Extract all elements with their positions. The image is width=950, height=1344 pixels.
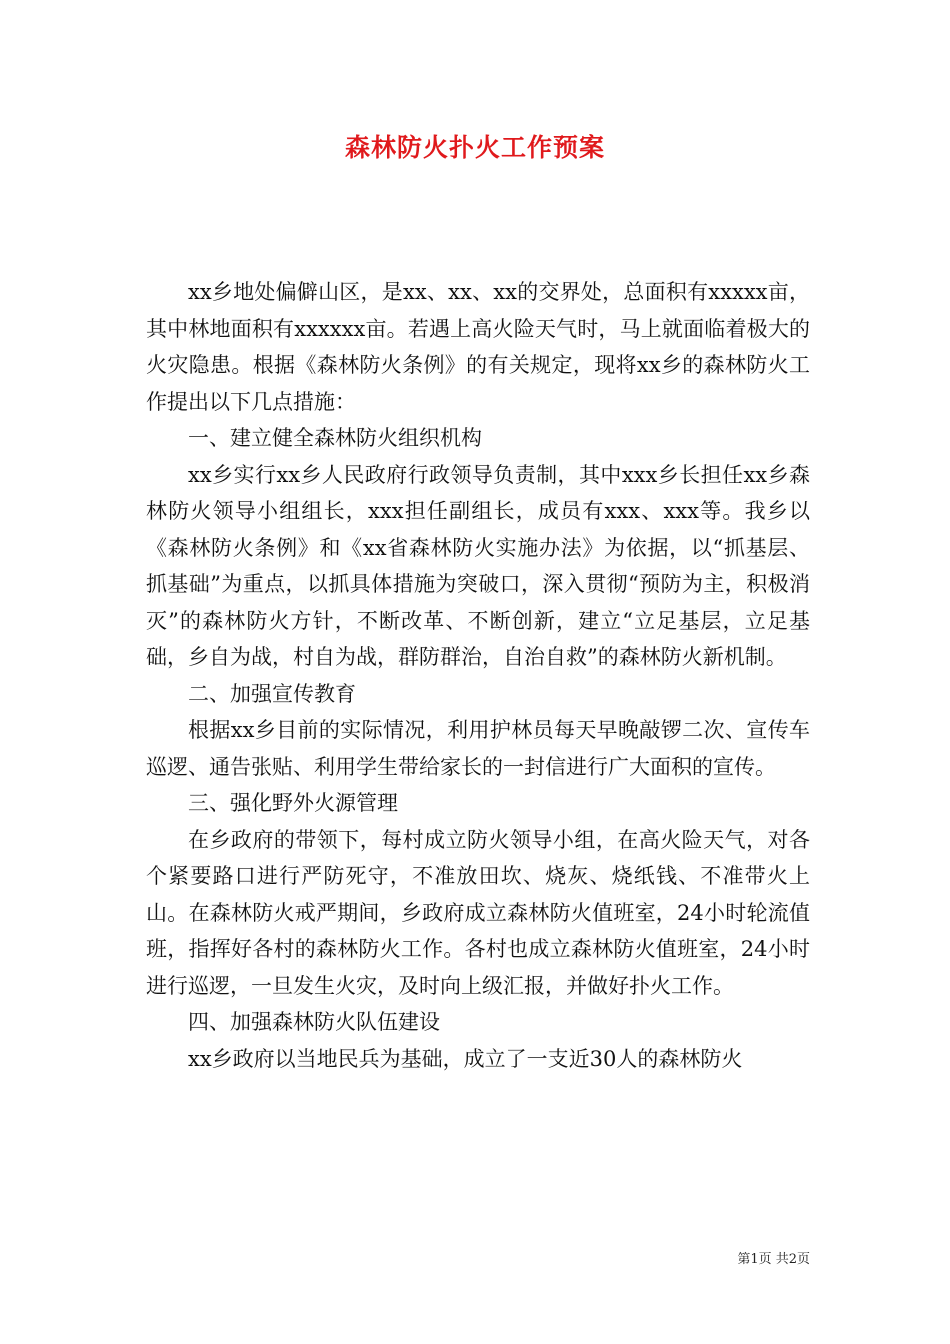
section-heading-1: 一、建立健全森林防火组织机构 <box>188 426 482 450</box>
section-3-paragraph: 在乡政府的带领下，每村成立防火领导小组，在高火险天气，对各个紧要路口进行严防死守，不准放田坎、烧灰、烧纸钱、不准带火上山。在森林防火戒严期间，乡政府成立森林防火值班室，24小时轮流值班，指挥好各村的森林防火工作。各村也成立森林防火值班室，24小时进行巡逻，一旦发生火灾，及时向上级汇报，并做好扑火工作。 <box>146 827 810 998</box>
document-title: 森林防火扑火工作预案 <box>344 133 605 162</box>
intro-paragraph: xx乡地处偏僻山区，是xx、xx、xx的交界处，总面积有xxxxx亩，其中林地面积有xxxxxx亩。若遇上高火险天气时，马上就面临着极大的火灾隐患。根据《森林防火条例》的有关规定，现将xx乡的森林防火工作提出以下几点措施： <box>146 280 810 414</box>
section-heading-4: 四、加强森林防火队伍建设 <box>188 1010 440 1034</box>
section-heading-3: 三、强化野外火源管理 <box>188 791 398 815</box>
document-body <box>146 274 810 1077</box>
section-heading-2: 二、加强宣传教育 <box>188 681 356 706</box>
section-2-paragraph: 根据xx乡目前的实际情况，利用护林员每天早晚敲锣二次、宣传车巡逻、通告张贴、利用学生带给家长的一封信进行广大面积的宣传。 <box>146 718 810 779</box>
section-1-paragraph: xx乡实行xx乡人民政府行政领导负责制，其中xxx乡长担任xx乡森林防火领导小组组长，xxx担任副组长，成员有xxx、xxx等。我乡以《森林防火条例》和《xx省森林防火实施办法》为依据，以“抓基层、抓基础”为重点，以抓具体措施为突破口，深入贯彻“预防为主，积极消灭”的森林防火方针，不断改革、不断创新，建立“立足基层，立足基础，乡自为战，村自为战，群防群治，自治自救”的森林防火新机制。 <box>146 462 810 669</box>
section-4-paragraph: xx乡政府以当地民兵为基础，成立了一支近30人的森林防火 <box>188 1046 743 1071</box>
page-number-footer: 第1页 共2页 <box>737 1252 810 1267</box>
